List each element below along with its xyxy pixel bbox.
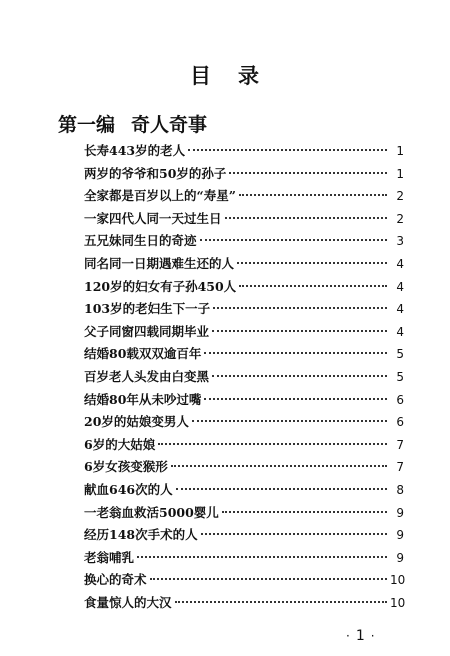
toc-entry[interactable] bbox=[84, 456, 404, 479]
toc-entry-title: 120岁的妇女有子孙450人 bbox=[84, 278, 237, 294]
table-of-contents bbox=[84, 140, 404, 614]
toc-entry[interactable] bbox=[84, 208, 404, 231]
dot-leader bbox=[229, 172, 387, 174]
toc-entry-title: 6岁女孩变猴形 bbox=[84, 459, 168, 475]
toc-entry-title: 结婚80年从未吵过嘴 bbox=[84, 391, 202, 407]
toc-entry-title: 献血646次的人 bbox=[84, 481, 173, 497]
toc-entry[interactable] bbox=[84, 434, 404, 457]
toc-entry[interactable] bbox=[84, 230, 404, 253]
dot-leader bbox=[204, 352, 387, 354]
toc-entry-page: 7 bbox=[396, 437, 404, 452]
dot-leader bbox=[175, 601, 387, 603]
dot-leader bbox=[150, 578, 387, 580]
dot-leader bbox=[137, 556, 387, 558]
toc-entry-page: 1 bbox=[396, 166, 404, 181]
toc-entry[interactable] bbox=[84, 163, 404, 186]
toc-entry-title: 长寿443岁的老人 bbox=[84, 143, 186, 158]
folio-dot-right: · bbox=[370, 629, 375, 643]
toc-entry-page: 4 bbox=[396, 302, 404, 317]
toc-entry-title: 百岁老人头发由白变黑 bbox=[84, 368, 210, 384]
title-char-2: 录 bbox=[238, 63, 260, 88]
toc-entry[interactable] bbox=[84, 547, 404, 570]
toc-entry-title: 20岁的姑娘变男人 bbox=[84, 414, 189, 430]
toc-entry-title: 同名同一日期遇难生还的人 bbox=[84, 255, 235, 271]
toc-entry-page: 9 bbox=[396, 528, 404, 543]
dot-leader bbox=[239, 194, 387, 196]
dot-leader bbox=[188, 149, 387, 151]
toc-entry-page: 10 bbox=[390, 573, 406, 588]
toc-entry-title: 五兄妹同生日的奇迹 bbox=[84, 233, 197, 249]
dot-leader bbox=[171, 465, 387, 467]
dot-leader bbox=[158, 443, 387, 445]
toc-entry[interactable] bbox=[84, 592, 404, 615]
toc-entry-title: 一老翁血救活5000婴儿 bbox=[84, 504, 219, 520]
toc-entry-title: 两岁的爷爷和50岁的孙子 bbox=[84, 165, 227, 181]
toc-entry-page: 5 bbox=[396, 347, 404, 362]
toc-entry[interactable] bbox=[84, 140, 404, 163]
toc-entry-title: 一家四代人同一天过生日 bbox=[84, 210, 222, 226]
toc-entry-page: 2 bbox=[396, 189, 404, 204]
toc-entry[interactable] bbox=[84, 253, 404, 276]
toc-entry-page: 4 bbox=[396, 256, 404, 271]
toc-entry[interactable] bbox=[84, 502, 404, 525]
part-heading bbox=[58, 110, 207, 137]
toc-entry-page: 1 bbox=[396, 144, 404, 158]
dot-leader bbox=[192, 420, 387, 422]
toc-entry-page: 4 bbox=[396, 324, 404, 339]
folio-number: 1 bbox=[355, 628, 365, 644]
dot-leader bbox=[212, 375, 387, 377]
toc-entry[interactable] bbox=[84, 185, 404, 208]
dot-leader bbox=[225, 217, 387, 219]
page-number bbox=[340, 628, 381, 644]
dot-leader bbox=[237, 262, 387, 264]
toc-entry[interactable] bbox=[84, 569, 404, 592]
dot-leader bbox=[213, 307, 387, 309]
toc-entry-title: 6岁的大姑娘 bbox=[84, 436, 156, 452]
toc-entry-page: 4 bbox=[396, 279, 404, 294]
dot-leader bbox=[222, 511, 387, 513]
toc-entry-page: 3 bbox=[396, 234, 404, 249]
toc-entry-page: 9 bbox=[396, 550, 404, 565]
folio-dot-left: · bbox=[346, 629, 350, 643]
toc-entry-title: 食量惊人的大汉 bbox=[84, 594, 172, 610]
toc-entry[interactable] bbox=[84, 389, 404, 412]
toc-entry-title: 换心的奇术 bbox=[84, 572, 147, 588]
toc-entry[interactable] bbox=[84, 298, 404, 321]
toc-entry-title: 经历148次手术的人 bbox=[84, 527, 198, 543]
toc-entry-page: 6 bbox=[396, 415, 404, 430]
toc-entry-title: 父子同窗四载同期毕业 bbox=[84, 323, 210, 339]
toc-entry-title: 结婚80载双双逾百年 bbox=[84, 346, 202, 362]
toc-entry-page: 6 bbox=[396, 392, 404, 407]
toc-entry-page: 2 bbox=[396, 211, 404, 226]
toc-entry-page: 5 bbox=[396, 369, 404, 384]
part-label: 第一编 bbox=[58, 114, 116, 136]
dot-leader bbox=[200, 239, 387, 241]
toc-entry[interactable] bbox=[84, 524, 404, 547]
dot-leader bbox=[212, 330, 387, 332]
toc-entry[interactable] bbox=[84, 343, 404, 366]
dot-leader bbox=[204, 398, 387, 400]
dot-leader bbox=[201, 533, 387, 535]
toc-entry[interactable] bbox=[84, 321, 404, 344]
toc-entry[interactable] bbox=[84, 479, 404, 502]
toc-entry-page: 10 bbox=[390, 595, 406, 610]
toc-entry-page: 7 bbox=[396, 460, 404, 475]
toc-entry[interactable] bbox=[84, 411, 404, 434]
dot-leader bbox=[239, 285, 387, 287]
toc-entry-page: 8 bbox=[396, 482, 404, 497]
page-title bbox=[0, 60, 450, 90]
toc-entry-page: 9 bbox=[396, 505, 404, 520]
toc-entry-title: 老翁哺乳 bbox=[84, 549, 135, 565]
toc-entry[interactable] bbox=[84, 366, 404, 389]
toc-entry-title: 全家都是百岁以上的“寿星” bbox=[84, 188, 236, 204]
toc-entry[interactable] bbox=[84, 276, 404, 299]
part-title: 奇人奇事 bbox=[131, 114, 208, 136]
title-char-1: 目 bbox=[190, 63, 212, 88]
dot-leader bbox=[176, 488, 387, 490]
toc-entry-title: 103岁的老妇生下一子 bbox=[84, 301, 211, 317]
